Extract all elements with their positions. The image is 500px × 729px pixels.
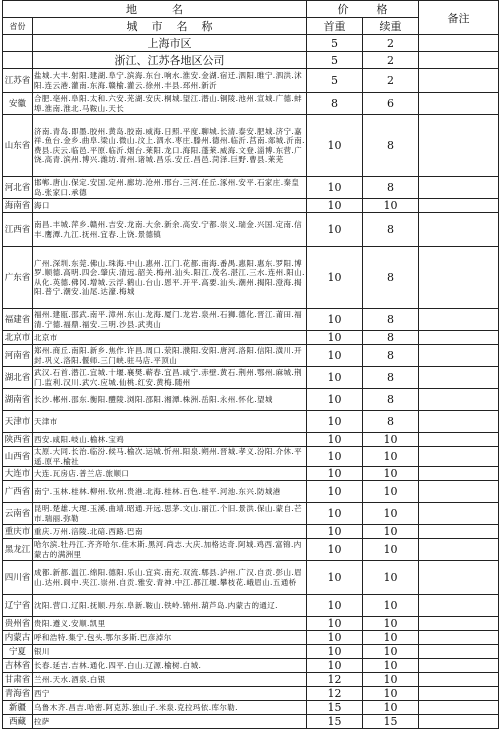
extra-weight-cell: 10 (363, 539, 419, 561)
note-cell (419, 177, 499, 199)
first-weight-cell: 10 (307, 177, 363, 199)
province-cell: 海南省 (3, 199, 33, 213)
province-cell: 河北省 (3, 177, 33, 199)
table-row (3, 345, 499, 367)
city-list-cell: 呼和浩特.集宁.包头.鄂尔多斯.巴彦淖尔 (33, 631, 307, 645)
first-weight-cell: 10 (307, 645, 363, 659)
first-weight-cell: 10 (307, 595, 363, 617)
city-list-cell: 银川 (33, 645, 307, 659)
province-cell: 青海省 (3, 687, 33, 701)
first-weight-cell: 10 (307, 345, 363, 367)
extra-weight-cell: 8 (363, 177, 419, 199)
table-row (3, 659, 499, 673)
extra-weight-cell: 10 (363, 595, 419, 617)
province-cell: 安徽 (3, 93, 33, 115)
table-row (3, 701, 499, 715)
first-weight-cell: 10 (307, 617, 363, 631)
province-cell: 重庆市 (3, 525, 33, 539)
table-row (3, 645, 499, 659)
first-weight-cell: 10 (307, 525, 363, 539)
province-cell: 吉林省 (3, 659, 33, 673)
extra-weight-cell: 8 (363, 115, 419, 177)
extra-weight-cell: 2 (363, 69, 419, 93)
city-list-cell: 拉萨 (33, 715, 307, 729)
extra-weight-cell: 2 (363, 52, 419, 69)
table-row (3, 93, 499, 115)
city-list-cell: 上海市区 (33, 35, 307, 52)
first-weight-cell: 10 (307, 389, 363, 411)
extra-weight-cell: 6 (363, 93, 419, 115)
city-list-cell: 海口 (33, 199, 307, 213)
province-cell: 江苏省 (3, 69, 33, 93)
note-cell (419, 561, 499, 595)
extra-weight-cell: 2 (363, 35, 419, 52)
extra-weight-cell: 8 (363, 389, 419, 411)
note-cell (419, 52, 499, 69)
note-cell (419, 467, 499, 481)
city-list-cell: 邯郸.唐山.保定.安国.定州.廊坊.沧州.邢台.三河.任丘.涿州.安平.石家庄.秦皇岛.张家口.承德 (33, 177, 307, 199)
note-cell (419, 645, 499, 659)
province-cell: 北京市 (3, 331, 33, 345)
note-cell (419, 389, 499, 411)
note-cell (419, 115, 499, 177)
first-weight-cell: 10 (307, 481, 363, 503)
table-row (3, 447, 499, 467)
note-cell (419, 715, 499, 729)
first-weight-cell: 5 (307, 52, 363, 69)
city-list-cell: 长沙.郴州.邵东.衡阳.醴陵.浏阳.邵阳.湘潭.株洲.岳阳.永州.怀化.望城 (33, 389, 307, 411)
first-weight-cell: 10 (307, 561, 363, 595)
province-cell: 黑龙江 (3, 539, 33, 561)
city-list-cell: 大连.瓦房店.普兰店.旅顺口 (33, 467, 307, 481)
province-cell: 宁夏 (3, 645, 33, 659)
first-weight-cell: 10 (307, 503, 363, 525)
province-cell: 甘肃省 (3, 673, 33, 687)
city-list-cell: 北京市 (33, 331, 307, 345)
note-cell (419, 595, 499, 617)
extra-weight-cell: 10 (363, 617, 419, 631)
note-cell (419, 345, 499, 367)
first-weight-header: 首重 (307, 18, 363, 35)
note-cell (419, 447, 499, 467)
city-list-cell: 广州.深圳.东莞.佛山.珠海.中山.惠州.江门.花都.南海.番禺.惠阳.惠东.罗阳.博罗.顺德.高明.四会.肇庆.清远.韶关.梅州.汕头.阳江.茂名.湛江.三水.连州.阳山.从化.英德.佛冈.增城.云浮.鹤山.台山.恩平.开平.高要.汕头.潮州.揭阳.澄海.揭阳.普宁.潮安.汕尾.达濠.梅城 (33, 247, 307, 309)
province-cell: 新疆 (3, 701, 33, 715)
province-cell: 四川省 (3, 561, 33, 595)
table-row (3, 481, 499, 503)
city-list-cell: 重庆.万州.涪陵.北碚.西路.巴南 (33, 525, 307, 539)
first-weight-cell: 10 (307, 115, 363, 177)
table-row (3, 715, 499, 729)
table-row (3, 673, 499, 687)
city-list-cell: 天津市 (33, 411, 307, 433)
extra-weight-cell: 10 (363, 199, 419, 213)
extra-weight-cell: 10 (363, 645, 419, 659)
city-header: 城 市 名 称 (33, 18, 307, 35)
city-list-cell: 西宁 (33, 687, 307, 701)
note-cell (419, 631, 499, 645)
note-cell (419, 213, 499, 247)
table-row (3, 52, 499, 69)
extra-weight-cell: 10 (363, 673, 419, 687)
first-weight-cell: 10 (307, 539, 363, 561)
city-list-cell: 贵阳.遵义.安顺.凯里 (33, 617, 307, 631)
province-header: 省份 (3, 18, 33, 35)
shipping-rate-table (2, 0, 499, 729)
city-list-cell: 乌鲁木齐.昌吉.哈密.阿克苏.独山子.米泉.克拉玛依.库尔勒. (33, 701, 307, 715)
province-cell: 广西省 (3, 481, 33, 503)
province-cell: 陕西省 (3, 433, 33, 447)
province-cell: 广东省 (3, 247, 33, 309)
note-cell (419, 673, 499, 687)
city-list-cell: 西安.咸阳.岐山.榆林.宝鸡 (33, 433, 307, 447)
first-weight-cell: 10 (307, 467, 363, 481)
province-cell (3, 35, 33, 52)
first-weight-cell: 10 (307, 433, 363, 447)
table-row (3, 35, 499, 52)
extra-weight-cell: 15 (363, 715, 419, 729)
table-row (3, 539, 499, 561)
first-weight-cell: 5 (307, 69, 363, 93)
table-row (3, 561, 499, 595)
table-row (3, 467, 499, 481)
province-cell: 辽宁省 (3, 595, 33, 617)
first-weight-cell: 15 (307, 701, 363, 715)
note-cell (419, 525, 499, 539)
extra-weight-cell: 10 (363, 467, 419, 481)
table-row (3, 331, 499, 345)
extra-weight-cell: 10 (363, 687, 419, 701)
first-weight-cell: 15 (307, 715, 363, 729)
province-cell: 大连市 (3, 467, 33, 481)
city-list-cell: 长春.延吉.吉林.通化.四平.白山.辽源.榆树.白城. (33, 659, 307, 673)
province-cell: 河南省 (3, 345, 33, 367)
province-cell (3, 52, 33, 69)
note-cell (419, 367, 499, 389)
first-weight-cell: 5 (307, 35, 363, 52)
extra-weight-header: 续重 (363, 18, 419, 35)
note-cell (419, 539, 499, 561)
province-cell: 贵州省 (3, 617, 33, 631)
table-row (3, 617, 499, 631)
province-cell: 山东省 (3, 115, 33, 177)
extra-weight-cell: 10 (363, 447, 419, 467)
table-row (3, 115, 499, 177)
city-list-cell: 成都.新都.温江.绵阳.德阳.乐山.宜宾.南充.双流.郫县.泸州.广汉.自贡.彭山.眉山.达州.阆中.夹江.崇州.自贡.雅安.青神.中江.都江堰.攀枝花.峨眉山.五通桥 (33, 561, 307, 595)
province-cell: 西藏 (3, 715, 33, 729)
table-row (3, 199, 499, 213)
city-list-cell: 哈尔滨.牡丹江.齐齐哈尔.佳木斯.黑河.尚志.大庆.加格达奇.阿城.鸡西.富锦.内蒙古的满洲里 (33, 539, 307, 561)
table-row (3, 595, 499, 617)
city-list-cell: 兰州.天水.酒泉.白银 (33, 673, 307, 687)
extra-weight-cell: 10 (363, 525, 419, 539)
extra-weight-cell: 8 (363, 331, 419, 345)
table-row (3, 69, 499, 93)
note-cell (419, 69, 499, 93)
province-cell: 内蒙古 (3, 631, 33, 645)
city-list-cell: 浙江、江苏各地区公司 (33, 52, 307, 69)
province-cell: 福建省 (3, 309, 33, 331)
province-cell: 山西省 (3, 447, 33, 467)
city-list-cell: 郑州.商丘.南阳.新乡.焦作.许昌.周口.荥阳.濮阳.安阳.唐河.洛阳.信阳.潢川.开封.巩义.洛阳.偃师.三门峡.驻马店.平顶山 (33, 345, 307, 367)
note-cell (419, 309, 499, 331)
city-list-cell: 济南.青岛.即墨.胶州.黄岛.胶南.威海.日照.平度.聊城.长清.泰安.肥城.济宁.嘉祥.鱼台.金乡.曲阜.梁山.微山.汶上.泗水.枣庄.滕州.德州.临沂.莒南.郯城.沂南.费县.庆云.临邑.平原.临沂.烟台.莱阳.龙口.海阳.蓬莱.威海.文登.淄博.东营.广饶.高青.滨州.博兴.潍坊.青州.诸城.昌乐.安丘.昌邑.菏泽.巨野.曹县.莱芜 (33, 115, 307, 177)
note-cell (419, 93, 499, 115)
note-cell (419, 503, 499, 525)
extra-weight-cell: 10 (363, 701, 419, 715)
header-row-top (3, 1, 499, 18)
table-row (3, 433, 499, 447)
table-row (3, 525, 499, 539)
note-header: 备注 (419, 1, 499, 35)
extra-weight-cell: 8 (363, 345, 419, 367)
city-list-cell: 南宁.玉林.桂林.柳州.钦州.贵港.北海.桂林.百色.桂平.河池.东兴.防城港 (33, 481, 307, 503)
note-cell (419, 617, 499, 631)
extra-weight-cell: 8 (363, 367, 419, 389)
table-row (3, 213, 499, 247)
table-row (3, 309, 499, 331)
table-row (3, 247, 499, 309)
note-cell (419, 35, 499, 52)
extra-weight-cell: 10 (363, 481, 419, 503)
city-list-cell: 合肥.亳州.阜阳.太和.六安.芜湖.安庆.桐城.望江.潜山.铜陵.池州.宣城.广德.蚌埠.淮南.淮北.马鞍山.天长 (33, 93, 307, 115)
first-weight-cell: 10 (307, 447, 363, 467)
extra-weight-cell: 10 (363, 659, 419, 673)
note-cell (419, 481, 499, 503)
price-header: 价 格 (307, 1, 419, 18)
city-list-cell: 福州.建瓯.邵武.南平.漳州.东山.龙海.厦门.龙岩.泉州.石狮.德化.晋江.莆田.福清.宁德.福鼎.福安.三明.沙县.武夷山 (33, 309, 307, 331)
table-row (3, 503, 499, 525)
table-row (3, 411, 499, 433)
province-cell: 天津市 (3, 411, 33, 433)
table-row (3, 389, 499, 411)
region-header: 地 名 (3, 1, 307, 18)
first-weight-cell: 10 (307, 331, 363, 345)
first-weight-cell: 10 (307, 659, 363, 673)
extra-weight-cell: 10 (363, 631, 419, 645)
extra-weight-cell: 10 (363, 433, 419, 447)
note-cell (419, 433, 499, 447)
note-cell (419, 659, 499, 673)
extra-weight-cell: 8 (363, 411, 419, 433)
note-cell (419, 247, 499, 309)
first-weight-cell: 12 (307, 673, 363, 687)
note-cell (419, 411, 499, 433)
first-weight-cell: 10 (307, 213, 363, 247)
province-cell: 江西省 (3, 213, 33, 247)
table-row (3, 687, 499, 701)
extra-weight-cell: 8 (363, 309, 419, 331)
first-weight-cell: 10 (307, 411, 363, 433)
note-cell (419, 199, 499, 213)
extra-weight-cell: 10 (363, 561, 419, 595)
note-cell (419, 687, 499, 701)
province-cell: 云南省 (3, 503, 33, 525)
province-cell: 湖南省 (3, 389, 33, 411)
first-weight-cell: 10 (307, 631, 363, 645)
first-weight-cell: 12 (307, 687, 363, 701)
note-cell (419, 701, 499, 715)
city-list-cell: 太原.大同.长治.临汾.候马.榆次.运城.忻州.阳泉.朔州.晋城.孝义.汾阳.介休.平遥.原平.榆社 (33, 447, 307, 467)
table-row (3, 367, 499, 389)
extra-weight-cell: 8 (363, 213, 419, 247)
city-list-cell: 昆明.楚雄.大理.玉溪.曲靖.昭通.开远.思茅.文山.丽江.个旧.景洪.保山.蒙自.芒市.瑞丽.弥勒 (33, 503, 307, 525)
table-row (3, 631, 499, 645)
first-weight-cell: 10 (307, 309, 363, 331)
city-list-cell: 武汉.石首.潜江.宜城.十堰.襄樊.蕲春.宜昌.咸宁.赤壁.黄石.荆州.鄂州.麻城.荆门.监利.汉川.武穴.应城.仙桃.红安.黄梅.随州 (33, 367, 307, 389)
extra-weight-cell: 10 (363, 503, 419, 525)
first-weight-cell: 10 (307, 247, 363, 309)
city-list-cell: 盐城.大丰.射阳.建湖.阜宁.滨海.东台.响水.淮安.金湖.宿迁.泗阳.睢宁.泗洪.沭阳.连云港.灌南.东海.赣榆.灌云.徐州.丰县.邳州.新沂 (33, 69, 307, 93)
table-row (3, 177, 499, 199)
province-cell: 湖北省 (3, 367, 33, 389)
first-weight-cell: 10 (307, 199, 363, 213)
first-weight-cell: 10 (307, 367, 363, 389)
extra-weight-cell: 8 (363, 247, 419, 309)
first-weight-cell: 8 (307, 93, 363, 115)
note-cell (419, 331, 499, 345)
city-list-cell: 沈阳.营口.辽阳.抚顺.丹东.阜新.鞍山.铁岭.锦州.葫芦岛.内蒙古的通辽. (33, 595, 307, 617)
city-list-cell: 南昌.丰城.萍乡.赣州.吉安.龙南.大余.新余.高安.宁都.崇义.瑞金.兴国.定南.信丰.鹰潭.九江.抚州.宜春.上饶.景德镇 (33, 213, 307, 247)
